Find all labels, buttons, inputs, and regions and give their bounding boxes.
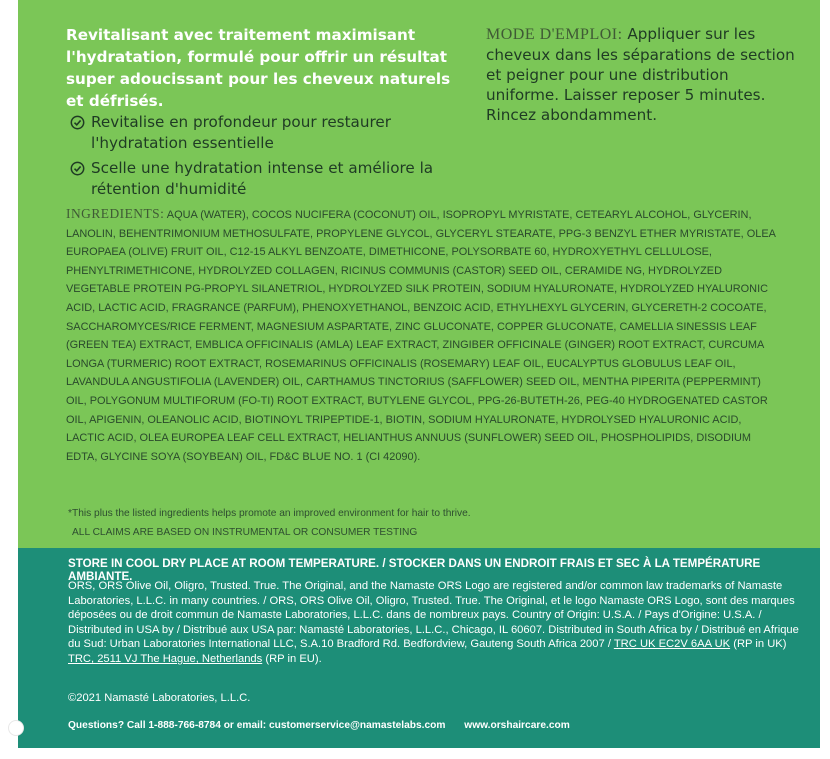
circle-icon <box>8 720 24 736</box>
benefit-text: Revitalise en profondeur pour restaurer l'hydratation essentielle <box>91 113 391 152</box>
usage-directions <box>486 24 796 125</box>
website: www.orshaircare.com <box>464 720 570 731</box>
usage-text: Appliquer sur les cheveux dans les séparations de section et peigner pour une distribution uniforme. Laisser reposer 5 minutes. Rincez abondamment. <box>486 25 795 124</box>
legal-end: (RP in EU). <box>262 652 322 665</box>
contact-questions: Questions? Call 1-888-766-8784 or email: customerservice@namastelabs.com <box>68 720 446 731</box>
uk-rep-link: TRC UK EC2V 6AA UK <box>613 638 731 651</box>
copyright: ©2021 Namasté Laboratories, L.L.C. <box>68 692 251 704</box>
intro-text: Revitalisant avec traitement maximisant l'hydratation, formulé pour offrir un résultat super adoucissant pour les cheveux naturels et défrisés. <box>66 26 451 110</box>
claims-disclaimer: ALL CLAIMS ARE BASED ON INSTRUMENTAL OR CONSUMER TESTING <box>72 527 418 538</box>
ingredients-block <box>66 206 776 466</box>
legal-mid: (RP in UK) <box>730 638 787 651</box>
ingredients-label: INGREDIENTS: <box>66 207 165 222</box>
benefit-item <box>70 158 480 200</box>
claim-footnote: *This plus the listed ingredients helps promote an improved environment for hair to thrive. <box>68 508 471 519</box>
usage-label: MODE D'EMPLOI: <box>486 26 623 43</box>
legal-main: ORS, ORS Olive Oil, Oligro, Trusted. True. The Original, and the Namaste ORS Logo are registered and/or common law trademarks of Namaste Laboratories, L.L.C. in many countries. / ORS, ORS Olive Oil, Oligro, Trusted. True. The Original, et le logo Namaste ORS Logo, sont des marques déposées ou de droit commun de Namaste Laboratories, L.L.C. dans de nombreux pays. Country of Origin: U.S.A. / Pays d'Origine: U.S.A. / Distributed in USA by / Distribué aux USA par: Namasté Laboratories, L.L.C., Chicago, IL 60607. Distributed in South Africa by / Distribué en Afrique du Sud: Urban Laboratories International LLC, S.A.10 Bradford Rd. Bedfordview, Gauteng South Africa 2007 / <box>68 580 799 651</box>
contact-line <box>68 720 586 731</box>
benefit-list <box>70 112 480 204</box>
green-panel <box>18 0 820 548</box>
storage-instructions: STORE IN COOL DRY PLACE AT ROOM TEMPERATURE. / STOCKER DANS UN ENDROIT FRAIS ET SEC À LA TEMPÉRATURE AMBIANTE. <box>68 557 761 583</box>
ingredients-text: AQUA (WATER), COCOS NUCIFERA (COCONUT) OIL, ISOPROPYL MYRISTATE, CETEARYL ALCOHOL, GLYCERIN, LANOLIN, BEHENTRIMONIUM METHOSULFATE, PROPYLENE GLYCOL, GLYCERYL STEARATE, PPG-3 BENZYL ETHER MYRISTATE, OLEA EUROPAEA (OLIVE) FRUIT OIL, C12-15 ALKYL BENZOATE, DIMETHICONE, POLYSORBATE 60, HYDROXYETHYL CELLULOSE, PHENYLTRIMETHICONE, HYDROLYZED COLLAGEN, RICINUS COMMUNIS (CASTOR) SEED OIL, CERAMIDE NG, HYDROLYZED VEGETABLE PROTEIN PG-PROPYL SILANETRIOL, HYDROLYZED SILK PROTEIN, SODIUM HYALURONATE, HYDROLYZED HYALURONIC ACID, LACTIC ACID, FRAGRANCE (PARFUM), PHENOXYETHANOL, BENZOIC ACID, ETHYLHEXYL GLYCERIN, GLYCERETH-2 COCOATE, SACCHAROMYCES/RICE FERMENT, MAGNESIUM ASPARTATE, ZINC GLUCONATE, COPPER GLUCONATE, CAMELLIA SINESSIS LEAF (GREEN TEA) EXTRACT, EMBLICA OFFICINALIS (AMLA) LEAF EXTRACT, ZINGIBER OFFICINALE (GINGER) ROOT EXTRACT, CURCUMA LONGA (TURMERIC) ROOT EXTRACT, ROSEMARINUS OFFICINALIS (ROSEMARY) LEAF OIL, EUCALYPTUS GLOBULUS LEAF OIL, LAVANDULA ANGUSTIFOLIA (LAVENDER) OIL, CARTHAMUS TINCTORIUS (SAFFLOWER) SEED OIL, MENTHA PIPERITA (PEPPERMINT) OIL, POLYGONUM MULTIFORUM (FO-TI) ROOT EXTRACT, BUTYLENE GLYCOL, PPG-26-BUTETH-26, PEG-40 HYDROGENATED CASTOR OIL, APIGENIN, OLEANOLIC ACID, BIOTINOYL TRIPEPTIDE-1, BIOTIN, SODIUM HYALURONATE, HYDROLYSED HYALURONIC ACID, LACTIC ACID, OLEA EUROPEA LEAF CELL EXTRACT, HELIANTHUS ANNUUS (SUNFLOWER) SEED OIL, PHOSPHOLIPIDS, DISODIUM EDTA, GLYCINE SOYA (SOYBEAN) OIL, FD&C BLUE NO. 1 (CI 42090). <box>66 209 776 463</box>
legal-text <box>68 579 808 667</box>
benefit-item <box>70 112 480 154</box>
check-circle-icon <box>70 115 88 154</box>
product-label <box>18 0 820 748</box>
eu-rep-link: TRC, 2511 VJ The Hague, Netherlands <box>68 652 263 665</box>
check-circle-icon <box>70 161 88 200</box>
benefit-text: Scelle une hydratation intense et améliore la rétention d'humidité <box>91 159 434 198</box>
